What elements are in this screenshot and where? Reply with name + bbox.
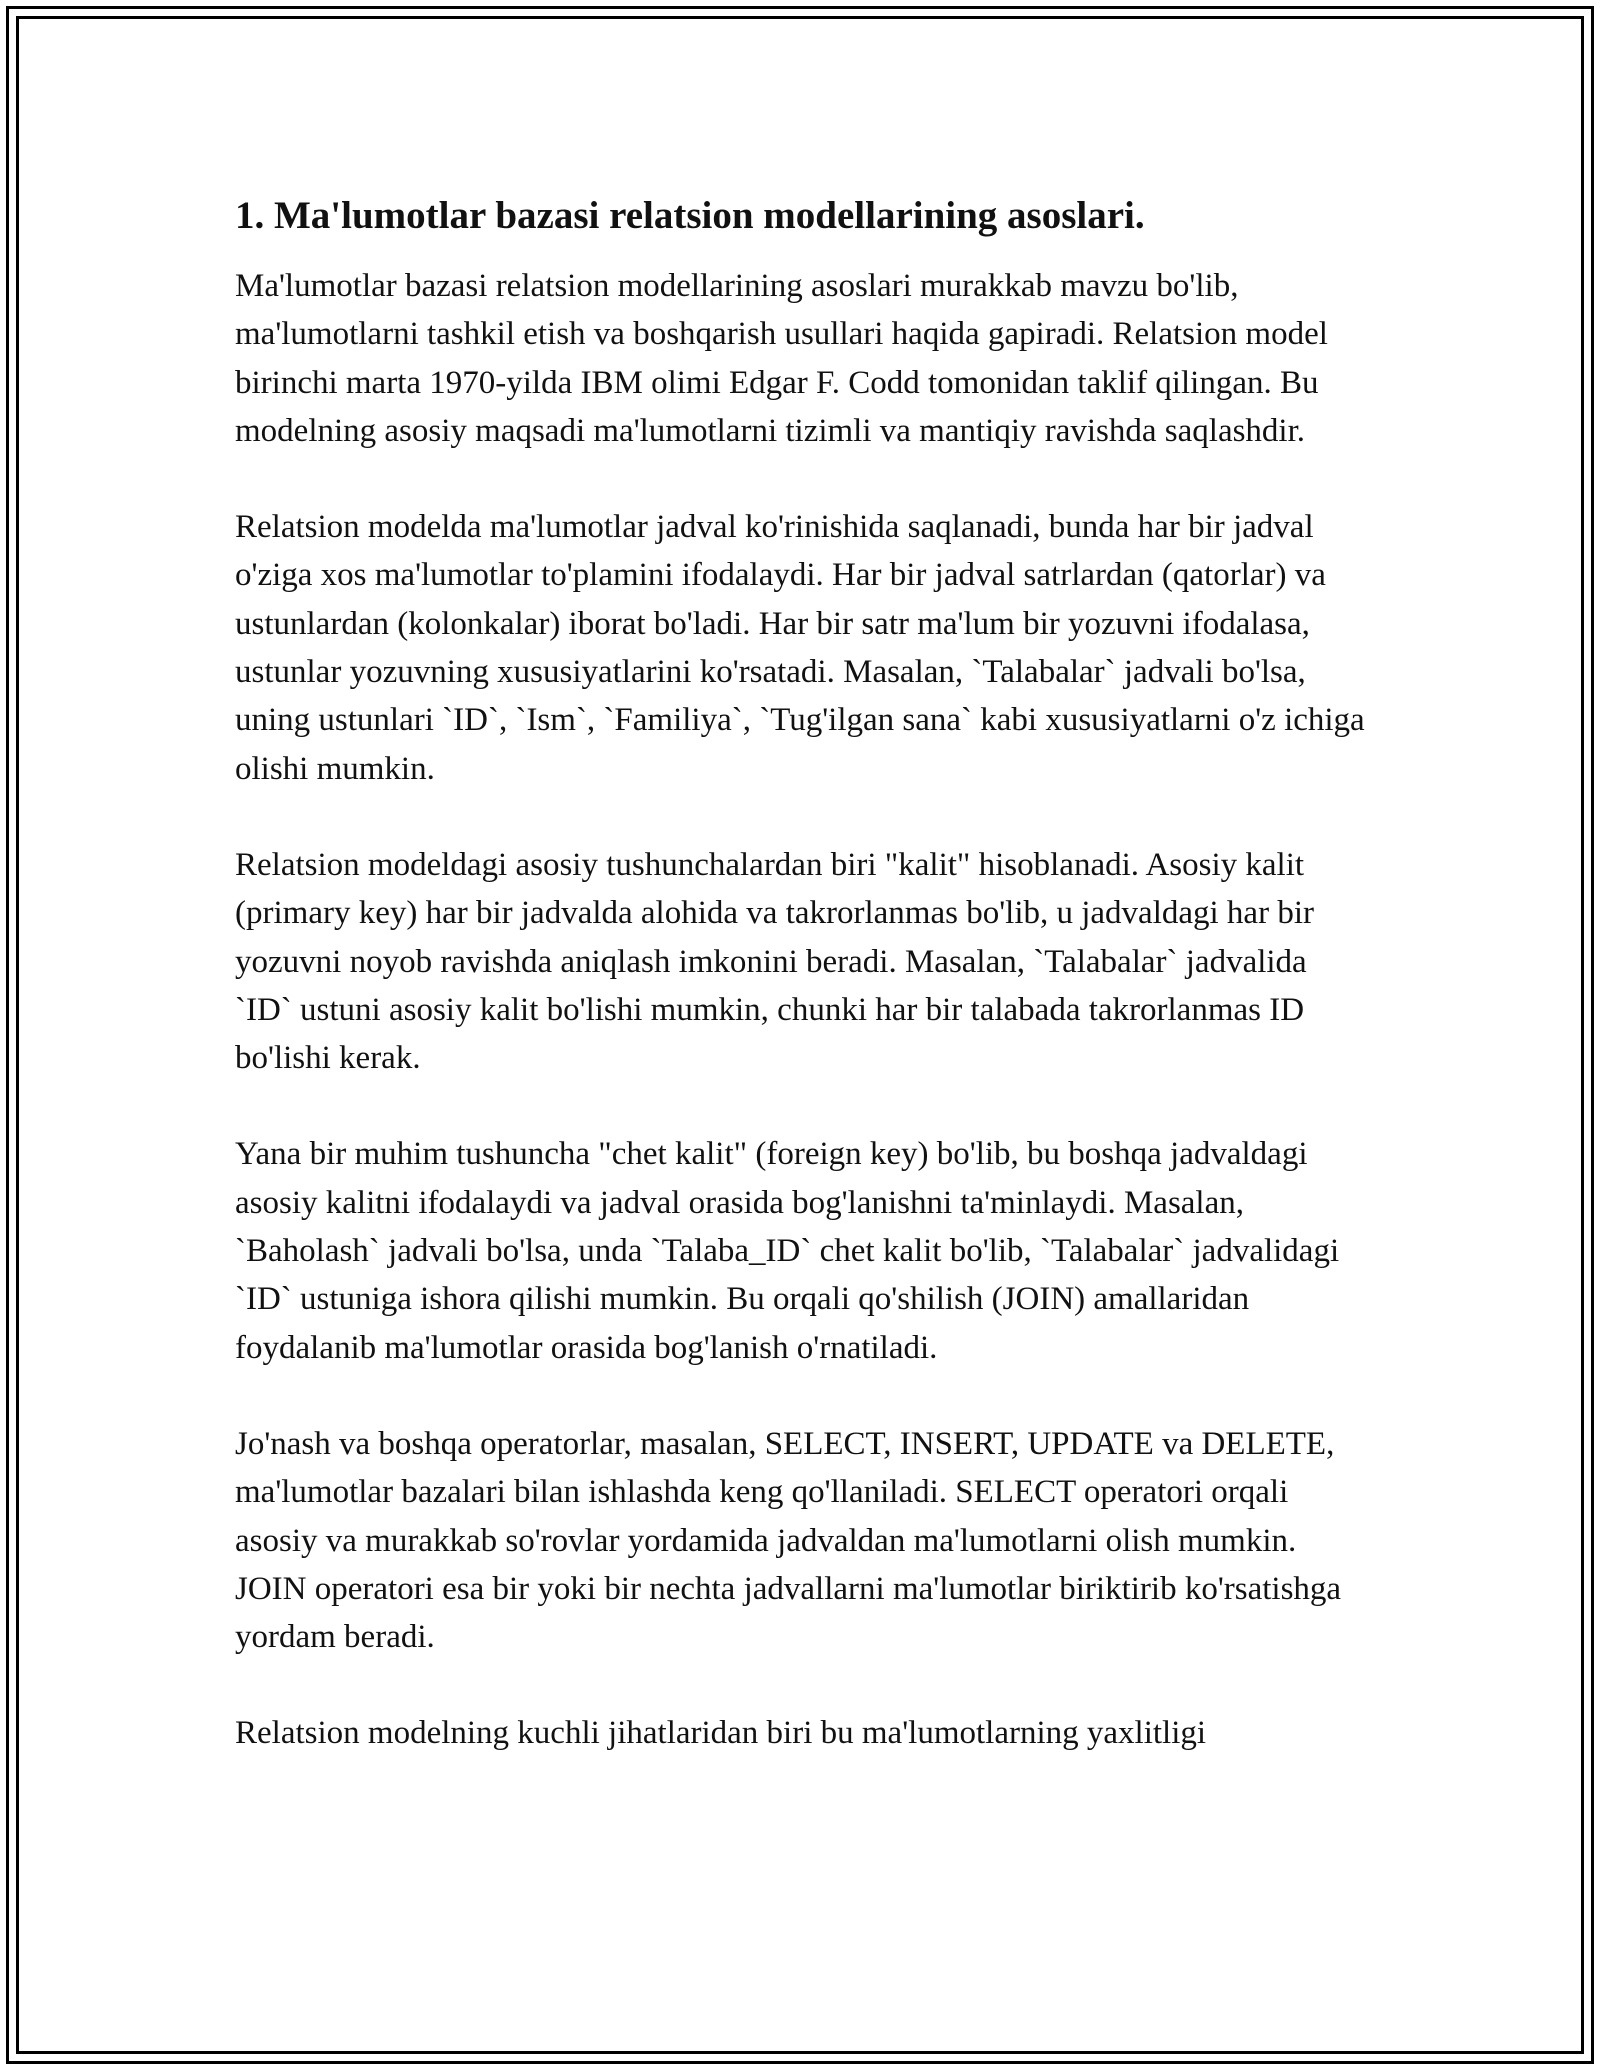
- document-body: [235, 190, 1365, 1806]
- paragraph-foreign-key: Yana bir muhim tushuncha "chet kalit" (foreign key) bo'lib, bu boshqa jadvaldagi asosiy kalitni ifodalaydi va jadval orasida bog'lanishni ta'minlaydi. Masalan, `Baholash` jadvali bo'lsa, unda `Talaba_ID` chet kalit bo'lib, `Talabalar` jadvalidagi `ID` ustuniga ishora qilishi mumkin. Bu orqali qo'shilish (JOIN) amallaridan foydalanib ma'lumotlar orasida bog'lanish o'rnatiladi.: [235, 1136, 1340, 1366]
- section-heading: 1. Ma'lumotlar bazasi relatsion modellarining asoslari.: [235, 194, 1145, 237]
- paragraph-operators: Jo'nash va boshqa operatorlar, masalan, SELECT, INSERT, UPDATE va DELETE, ma'lumotlar bazalari bilan ishlashda keng qo'llaniladi. SELECT operatori orqali asosiy va murakkab so'rovlar yordamida jadvaldan ma'lumotlarni olish mumkin. JOIN operatori esa bir yoki bir nechta jadvallarni ma'lumotlar biriktirib ko'rsatishga yordam beradi.: [235, 1425, 1342, 1656]
- paragraph-integrity: Relatsion modelning kuchli jihatlaridan biri bu ma'lumotlarning yaxlitligi: [235, 1715, 1207, 1752]
- paragraph-tables: Relatsion modelda ma'lumotlar jadval ko'rinishida saqlanadi, bunda har bir jadval o'ziga xos ma'lumotlar to'plamini ifodalaydi. Har bir jadval satrlardan (qatorlar) va ustunlardan (kolonkalar) iborat bo'ladi. Har bir satr ma'lum bir yozuvni ifodalasa, ustunlar yozuvning xususiyatlarini ko'rsatadi. Masalan, `Talabalar` jadvali bo'lsa, uning ustunlari `ID`, `Ism`, `Familiya`, `Tug'ilgan sana` kabi xususiyatlarni o'z ichiga olishi mumkin.: [235, 509, 1365, 787]
- paragraph-intro: Ma'lumotlar bazasi relatsion modellarining asoslari murakkab mavzu bo'lib, ma'lumotlarni tashkil etish va boshqarish usullari haqida gapiradi. Relatsion model birinchi marta 1970-yilda IBM olimi Edgar F. Codd tomonidan taklif qilingan. Bu modelning asosiy maqsadi ma'lumotlarni tizimli va mantiqiy ravishda saqlashdir.: [235, 268, 1328, 449]
- paragraph-primary-key: Relatsion modeldagi asosiy tushunchalardan biri "kalit" hisoblanadi. Asosiy kalit (primary key) har bir jadvalda alohida va takrorlanmas bo'lib, u jadvaldagi har bir yozuvni noyob ravishda aniqlash imkonini beradi. Masalan, `Talabalar` jadvalida `ID` ustuni asosiy kalit bo'lishi mumkin, chunki har bir talabada takrorlanmas ID bo'lishi kerak.: [235, 846, 1314, 1077]
